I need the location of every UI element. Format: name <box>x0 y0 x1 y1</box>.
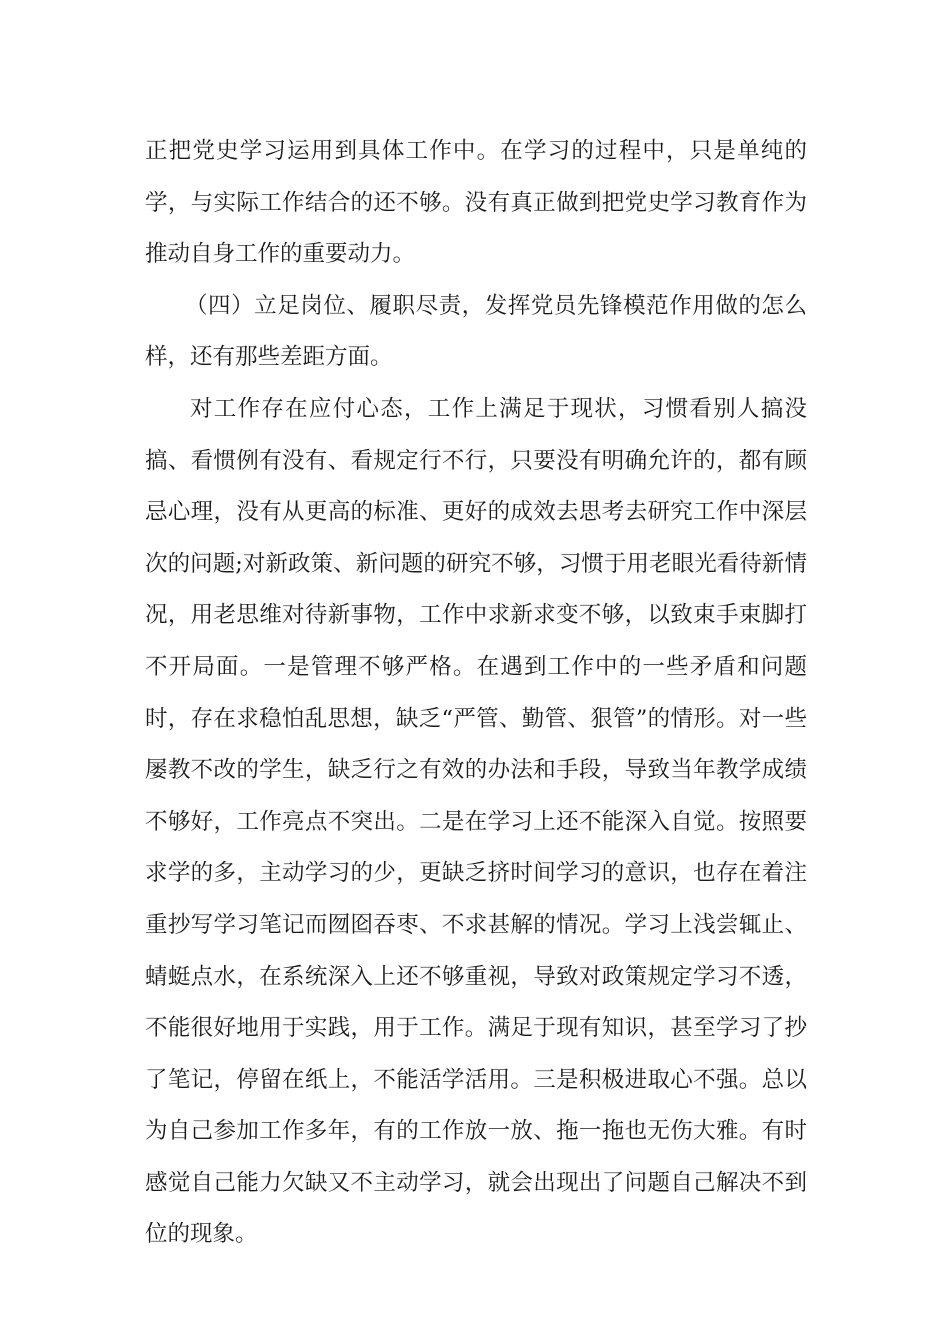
paragraph-continuation: 正把党史学习运用到具体工作中。在学习的过程中，只是单纯的学，与实际工作结合的还不够。没有真正做到把党史学习教育作为推动自身工作的重要动力。 <box>145 138 807 268</box>
section-heading-four: （四）立足岗位、履职尽责，发挥党员先锋模范作用做的怎么样，还有那些差距方面。 <box>145 292 807 371</box>
document-body <box>145 126 807 1261</box>
paragraph-body: 对工作存在应付心态，工作上满足于现状，习惯看别人搞没搞、看惯例有没有、看规定行不行，只要没有明确允许的，都有顾忌心理，没有从更高的标准、更好的成效去思考去研究工作中深层次的问题;对新政策、新问题的研究不够，习惯于用老眼光看待新情况，用老思维对待新事物，工作中求新求变不够，以致束手束脚打不开局面。一是管理不够严格。在遇到工作中的一些矛盾和问题时，存在求稳怕乱思想，缺乏“严管、勤管、狠管”的情形。对一些屡教不改的学生，缺乏行之有效的办法和手段，导致当年教学成绩不够好，工作亮点不突出。二是在学习上还不能深入自觉。按照要求学的多，主动学习的少，更缺乏挤时间学习的意识，也存在着注重抄写学习笔记而囫囵吞枣、不求甚解的情况。学习上浅尝辄止、蜻蜓点水，在系统深入上还不够重视，导致对政策规定学习不透，不能很好地用于实践，用于工作。满足于现有知识，甚至学习了抄了笔记，停留在纸上，不能活学活用。三是积极进取心不强。总以为自己参加工作多年，有的工作放一放、拖一拖也无伤大雅。有时感觉自己能力欠缺又不主动学习，就会出现出了问题自己解决不到位的现象。 <box>145 395 807 1248</box>
